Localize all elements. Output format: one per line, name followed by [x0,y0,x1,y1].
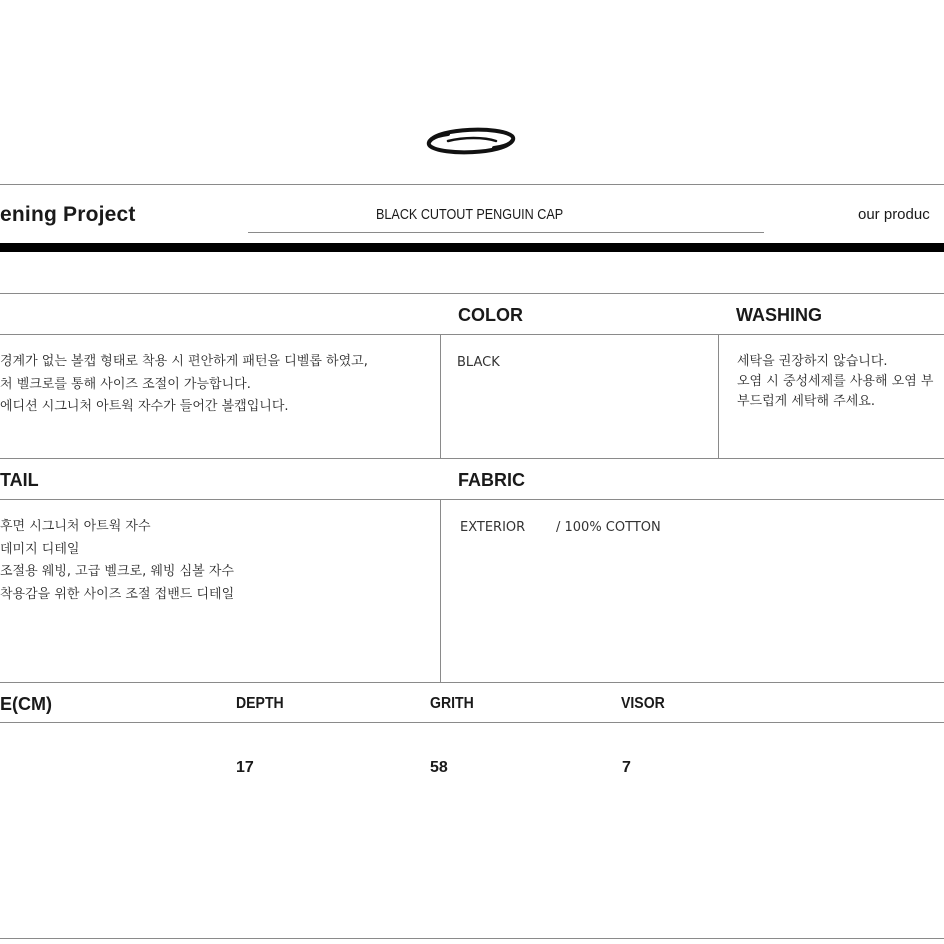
brand-name: ening Project [0,203,136,226]
detail-line: 착용감을 위한 사이즈 조절 접밴드 디테일 [0,586,235,602]
size-heading: E(CM) [0,694,52,714]
detail-text [0,516,234,606]
header-top-rule [0,184,944,185]
detail-line: 데미지 디테일 [0,541,80,557]
table-top-rule [0,293,944,294]
fabric-composition: / 100% COTTON [556,520,661,535]
tagline: our produc [858,206,930,223]
size-header-rule [0,722,944,723]
size-visor-value: 7 [622,759,631,776]
size-grith-value: 58 [430,759,448,776]
product-title: BLACK CUTOUT PENGUIN CAP [376,206,564,223]
size-bottom-rule [0,938,944,939]
washing-heading: WASHING [736,305,823,325]
fabric-part: EXTERIOR [460,520,526,535]
swirl-logo-icon [424,126,518,156]
washing-line: 세탁을 권장하지 않습니다. [737,354,888,369]
size-col-depth: DEPTH [236,695,284,712]
column-divider [718,334,719,459]
fabric-heading: FABRIC [458,470,525,490]
product-title-underline [248,232,764,233]
description-line: 처 벨크로를 통해 사이즈 조절이 가능합니다. [0,376,251,392]
size-col-grith: GRITH [430,695,474,712]
header-bottom-thick-rule [0,243,944,252]
size-depth-value: 17 [236,759,254,776]
column-divider [440,499,441,682]
size-top-rule [0,682,944,683]
column-divider [440,334,441,459]
size-col-visor: VISOR [621,695,665,712]
washing-line: 부드럽게 세탁해 주세요. [737,394,875,409]
description-text [0,351,368,419]
washing-text [737,352,933,412]
description-line: 경계가 없는 볼캡 형태로 착용 시 편안하게 패턴을 디벨롭 하였고, [0,354,368,369]
color-heading: COLOR [458,305,523,325]
row1-header-rule [0,334,944,335]
row2-top-rule [0,458,944,459]
detail-line: 조절용 웨빙, 고급 벨크로, 웨빙 심볼 자수 [0,564,234,579]
description-line: 에디션 시그니처 아트웍 자수가 들어간 볼캡입니다. [0,399,289,414]
row2-header-rule [0,499,944,500]
detail-line: 후면 시그니처 아트웍 자수 [0,519,151,534]
color-value: BLACK [457,355,500,370]
washing-line: 오염 시 중성세제를 사용해 오염 부 [737,374,934,389]
detail-heading: TAIL [0,470,39,490]
